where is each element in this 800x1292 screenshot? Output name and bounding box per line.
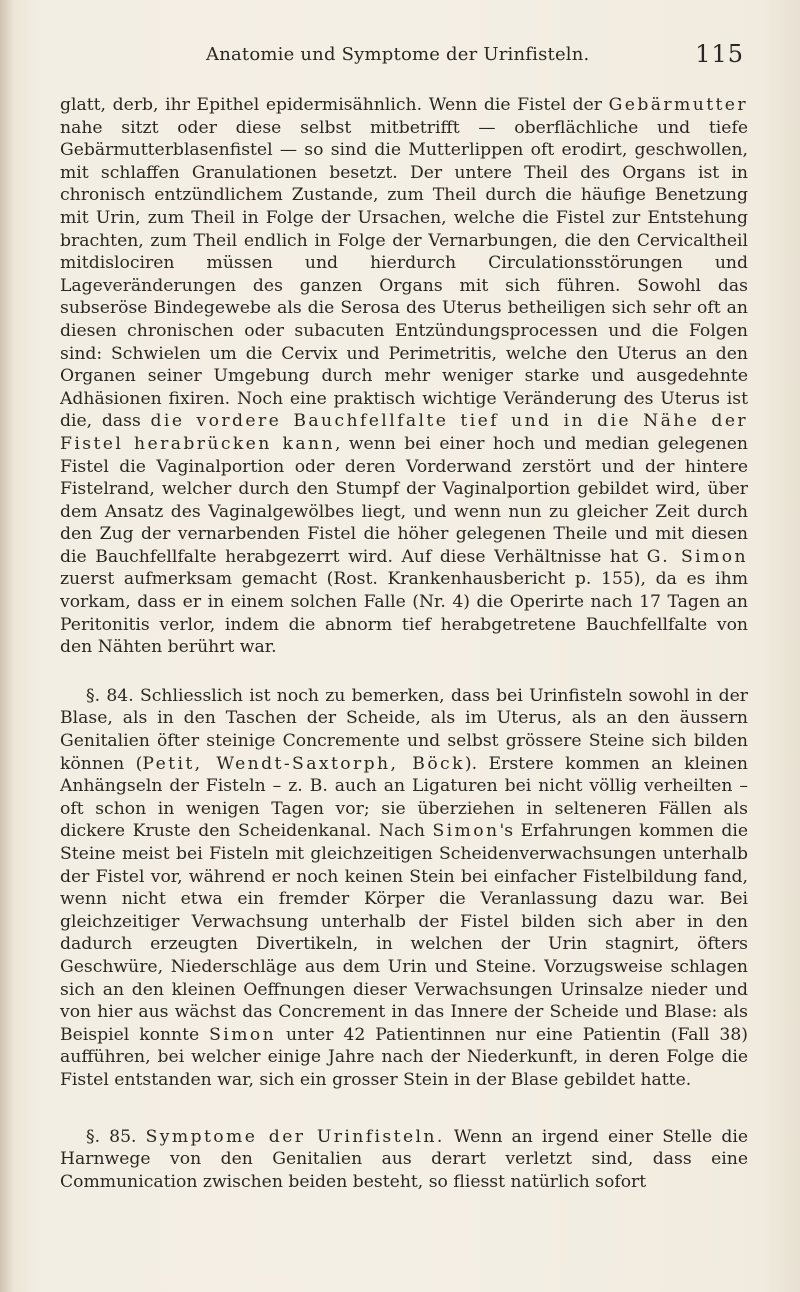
paragraph-1-text-d: zuerst aufmerksam gemacht (Rost. Krankenhausbericht p. 155), da es ihm vorkam, dass er in einem solchen Falle (Nr. 4) die Operirte nach 17 Tagen an Peritonitis verlor, indem die abnorm tief herabgetretene Bauchfellfalte von den Nähten berührt war. (60, 569, 748, 658)
paragraph-2-text-a: §. 84. Schliesslich ist noch zu bemerken, dass bei Urinfisteln sowohl in der Blase, als in den Taschen der Scheide, als im Uterus, als an den äussern Genitalien öfter steinige Concremente und selbst grössere Steine sich bilden können ( (60, 685, 748, 774)
paragraph-section-85 (60, 1126, 748, 1194)
running-title: Anatomie und Symptome der Urinfisteln. (206, 44, 590, 65)
body-text (60, 94, 748, 1193)
paragraph-3-section-number: §. 85. (86, 1126, 146, 1147)
page-header (0, 40, 800, 74)
paragraph-3-heading: Symptome der Urinfisteln. (145, 1126, 445, 1147)
paragraph-section-84 (60, 685, 748, 1092)
paragraph-2-text-b: ). Erstere kommen an kleinen Anhängseln der Fisteln – z. B. auch an Ligaturen bei nicht völlig verheilten – oft schon in wenigen Tagen vor; sie überziehen in selteneren Fällen als dickere Kruste den Scheidenkanal. Nach (60, 753, 748, 842)
paragraph-2-author-simon: Simon (432, 821, 500, 842)
paragraph-1-author-simon: G. Simon (646, 546, 748, 567)
paragraph-1-text-b: nahe sitzt oder diese selbst mitbetrifft — oberflächliche und tiefe Gebärmutterblasenfistel — so sind die Mutterlippen oft erodirt, geschwollen, mit schlaffen Granulationen besetzt. Der untere Theil des Organs ist in chronisch entzündlichem Zustande, zum Theil durch die häufige Benetzung mit Urin, zum Theil in Folge der Ursachen, welche die Fistel zur Entstehung brachten, zum Theil endlich in Folge der Vernarbungen, die den Cervicaltheil mitdislociren müssen und hierdurch Circulationsstörungen und Lageveränderungen des ganzen Organs mit sich führen. Sowohl das subseröse Bindegewebe als die Serosa des Uterus betheiligen sich sehr oft an diesen chronischen oder subacuten Entzündungsprocessen und die Folgen sind: Schwielen um die Cervix und Perimetritis, welche den Uterus an den Organen seiner Umgebung durch mehr weniger starke und ausgedehnte Adhäsionen fixiren. Noch eine praktisch wichtige Veränderung des Uterus ist die, dass (60, 117, 748, 432)
paragraph-2-authors: Petit, Wendt-Saxtorph, Böck (142, 753, 465, 774)
paragraph-1-emphasis-bauchfellfalte: die vordere Bauchfellfalte tief und in die Nähe der Fistel herabrücken kann (60, 411, 749, 454)
paragraph-1-text-a: glatt, derb, ihr Epithel epidermisähnlich. Wenn die Fistel der (60, 95, 609, 115)
paragraph-1-text-c: , wenn bei einer hoch und median gelegenen Fistel die Vaginalportion oder deren Vorderwand zerstört und der hintere Fistelrand, welcher durch den Stumpf der Vaginalportion gebildet wird, über dem Ansatz des Vaginalgewölbes liegt, und wenn nun zu gleicher Zeit durch den Zug der vernarbenden Fistel die höher gelegenen Theile und mit diesen die Bauchfellfalte herabgezerrt wird. Auf diese Verhältnisse hat (60, 433, 748, 567)
paragraph-3-text: Wenn an irgend einer Stelle die Harnwege von den Genitalien aus derart verletzt sind, dass eine Communication zwischen beiden besteht, so fliesst natürlich sofort (60, 1126, 748, 1192)
paragraph-2-text-d: unter 42 Patientinnen nur eine Patientin (Fall 38) aufführen, bei welcher einige Jahre nach der Niederkunft, in deren Folge die Fistel entstanden war, sich ein grosser Stein in der Blase gebildet hatte. (60, 1024, 748, 1090)
paragraph-1-emphasis-gebaermutter: Gebärmutter (608, 95, 748, 115)
page-spine-shadow (0, 0, 14, 1292)
paragraph-2-text-c: 's Erfahrungen kommen die Steine meist bei Fisteln mit gleichzeitigen Scheidenverwachsungen unterhalb der Fistel vor, während er noch keinen Stein bei einfacher Fistelbildung fand, wenn nicht etwa ein fremder Körper die Veranlassung dazu war. Bei gleichzeitiger Verwachsung unterhalb der Fistel bilden sich aber in den dadurch erzeugten Divertikeln, in welchen der Urin stagnirt, öfters Geschwüre, Niederschläge aus dem Urin und Steine. Vorzugsweise schlagen sich an den kleinen Oeffnungen dieser Verwachsungen Urinsalze nieder und von hier aus wächst das Concrement in das Innere der Scheide und Blase: als Beispiel konnte (60, 821, 748, 1045)
paragraph-2-author-simon-2: Simon (209, 1024, 277, 1045)
paragraph-1 (60, 94, 748, 659)
page-number: 115 (695, 40, 744, 68)
